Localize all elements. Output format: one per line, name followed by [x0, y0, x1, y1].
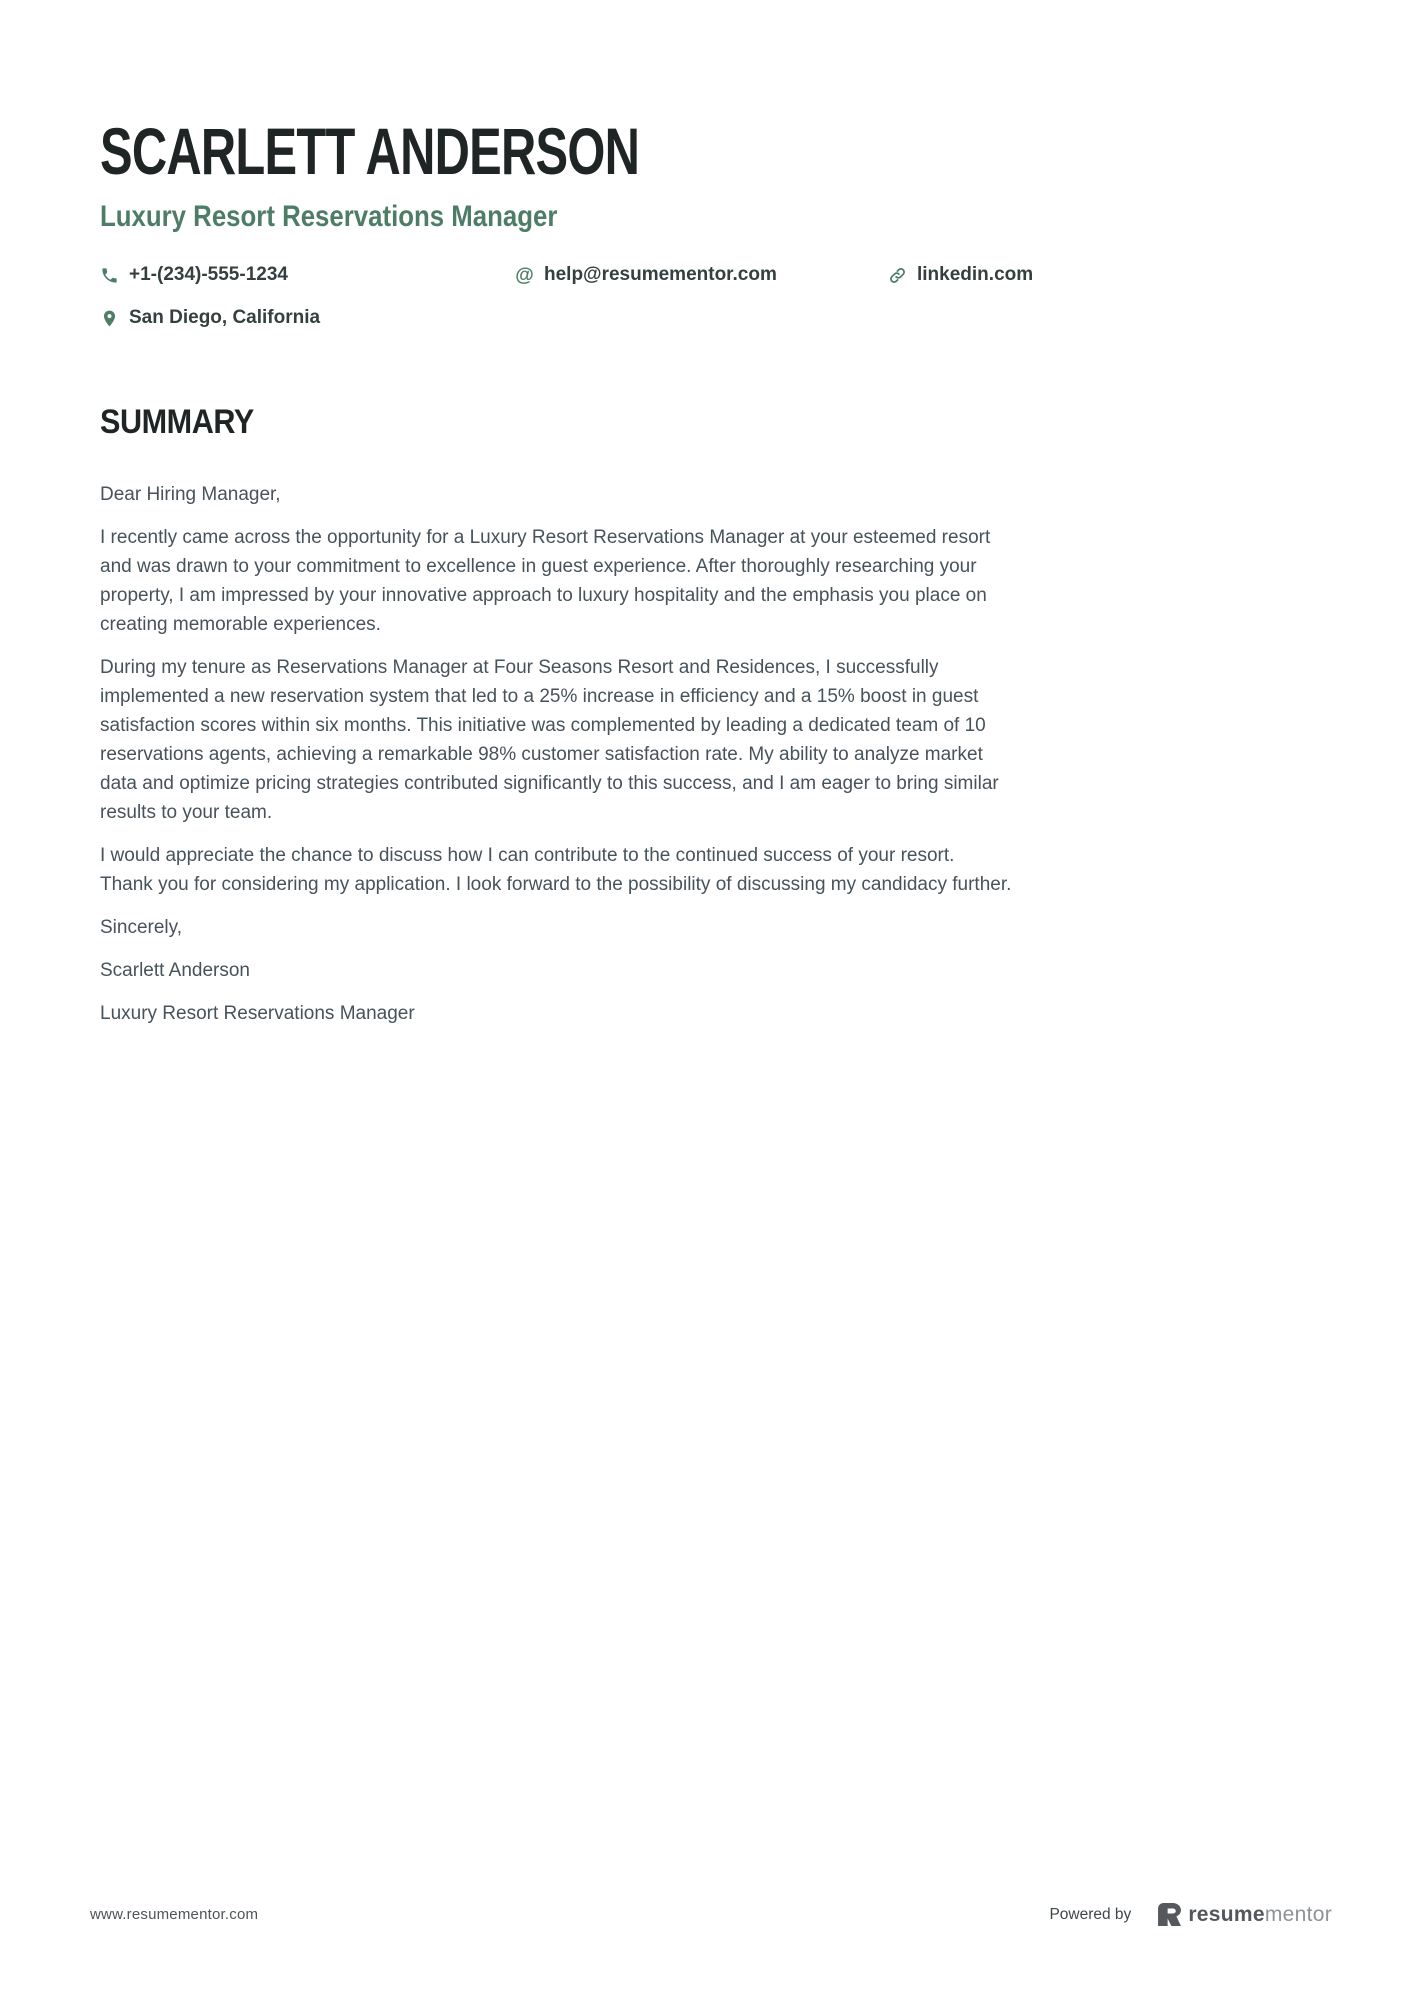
powered-by-label: Powered by	[1049, 1905, 1132, 1923]
summary-heading: SUMMARY	[100, 403, 254, 441]
linkedin-value: linkedin.com	[917, 264, 1034, 285]
resumementor-logo[interactable]	[1157, 1902, 1332, 1927]
candidate-name: SCARLETT ANDERSON	[100, 114, 640, 188]
resumementor-logo-icon	[1157, 1902, 1182, 1927]
at-sign-icon: @	[515, 264, 534, 286]
contact-row-secondary	[100, 307, 1310, 329]
brand-text-mentor: mentor	[1264, 1902, 1332, 1926]
signoff: Sincerely,	[100, 917, 183, 938]
paragraph-closing: I would appreciate the chance to discuss how I can contribute to the continued success of your resort. Thank you for considering my application. I look forward to the possibility of discussing my candidacy further.	[100, 845, 1012, 895]
contact-block	[100, 264, 1310, 329]
link-icon	[888, 266, 907, 285]
brand-text	[1188, 1903, 1332, 1927]
signature-name: Scarlett Anderson	[100, 960, 250, 981]
paragraph-experience: During my tenure as Reservations Manager at Four Seasons Resort and Residences, I successfully implemented a new reservation system that led to a 25% increase in efficiency and a 15% boost in guest satisfaction scores within six months. This initiative was complemented by leading a dedicated team of 10 reservations agents, achieving a remarkable 98% customer satisfaction rate. My ability to analyze market data and optimize pricing strategies contributed significantly to this success, and I am eager to bring similar results to your team.	[100, 657, 999, 823]
job-title: Luxury Resort Reservations Manager	[100, 200, 558, 233]
location-pin-icon	[100, 309, 119, 328]
signature-title: Luxury Resort Reservations Manager	[100, 1003, 415, 1024]
contact-email[interactable]	[515, 264, 888, 286]
phone-icon	[100, 266, 119, 285]
page-footer	[90, 1902, 1332, 1927]
footer-url[interactable]: www.resumementor.com	[90, 1906, 259, 1923]
brand-text-resume: resume	[1188, 1902, 1265, 1926]
letter-header	[100, 114, 1310, 329]
powered-by	[1049, 1902, 1332, 1927]
contact-linkedin[interactable]	[888, 264, 1033, 286]
phone-value: +1-(234)-555-1234	[129, 264, 288, 285]
email-value: help@resumementor.com	[544, 264, 777, 285]
salutation: Dear Hiring Manager,	[100, 484, 281, 505]
paragraph-intro: I recently came across the opportunity for a Luxury Resort Reservations Manager at your esteemed resort and was drawn to your commitment to excellence in guest experience. After thoroughly researching your property, I am impressed by your innovative approach to luxury hospitality and the emphasis you place on creating memorable experiences.	[100, 527, 991, 635]
letter-body	[100, 480, 1012, 1028]
location-value: San Diego, California	[129, 307, 321, 328]
summary-section	[100, 403, 1310, 1028]
contact-row-primary	[100, 264, 1310, 286]
contact-location	[100, 307, 320, 329]
contact-phone[interactable]	[100, 264, 515, 286]
